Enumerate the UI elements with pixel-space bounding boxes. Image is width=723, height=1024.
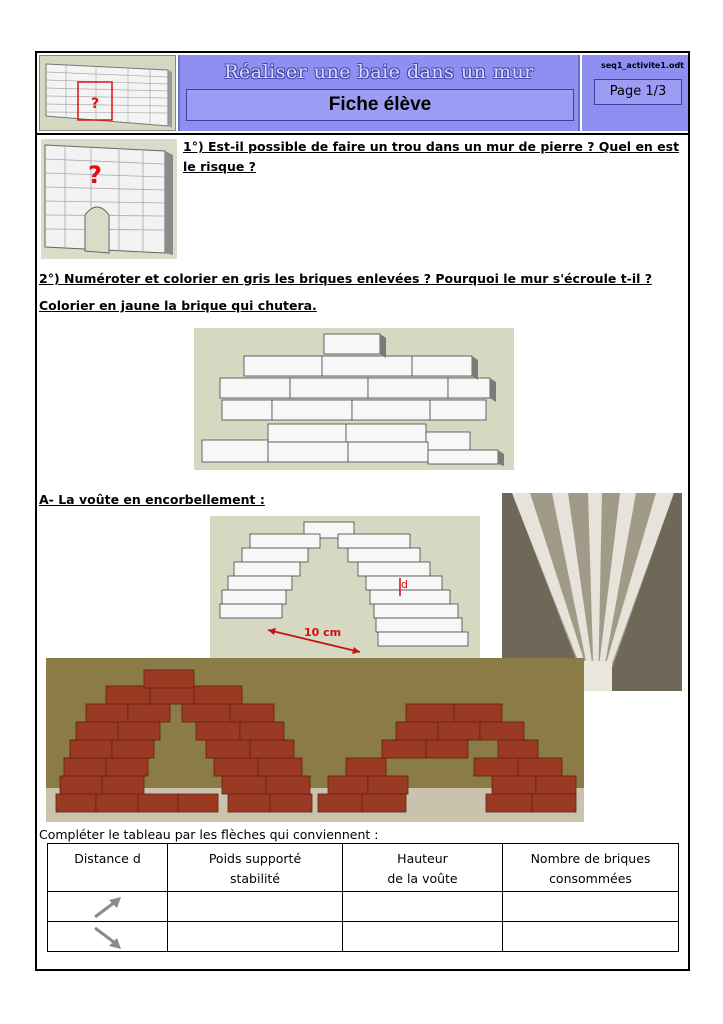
thumb-question-mark: ? xyxy=(90,96,100,112)
table-row xyxy=(48,892,679,922)
col-briques: Nombre de briques consommées xyxy=(503,844,679,892)
cell-input[interactable] xyxy=(503,922,679,952)
header-info-band xyxy=(582,55,688,131)
arrow-down-right-icon xyxy=(91,925,125,951)
cell-arrow-down xyxy=(48,922,168,952)
col-poids: Poids supporté stabilité xyxy=(168,844,343,892)
brick-arch-photo xyxy=(46,658,584,822)
corbel-arch-diagram xyxy=(210,516,480,668)
distance-10cm-label: 10 cm xyxy=(304,626,342,639)
table-instruction: Compléter le tableau par les flèches qui conviennent : xyxy=(39,827,379,842)
question-mark-icon: ? xyxy=(88,161,102,189)
col-hauteur: Hauteur de la voûte xyxy=(343,844,503,892)
question-1: 1°) Est-il possible de faire un trou dans un mur de pierre ? Quel en est le risque ? xyxy=(183,139,680,174)
arrow-up-right-icon xyxy=(91,895,125,921)
header-divider xyxy=(37,133,688,135)
question-2-line-2: Colorier en jaune la brique qui chutera. xyxy=(39,298,317,313)
cell-arrow-up xyxy=(48,892,168,922)
header-wall-thumbnail xyxy=(39,55,176,131)
wall-hole-image xyxy=(41,139,177,259)
subtitle-box xyxy=(186,89,574,121)
file-name: seq1_activite1.odt xyxy=(600,61,684,70)
cell-input[interactable] xyxy=(168,922,343,952)
header xyxy=(37,53,688,133)
cell-input[interactable] xyxy=(168,892,343,922)
worksheet-frame xyxy=(35,51,690,971)
distance-d-label: d xyxy=(401,578,408,591)
cell-input[interactable] xyxy=(503,892,679,922)
page-title: Réaliser une baie dans un mur xyxy=(224,61,534,83)
cell-input[interactable] xyxy=(343,892,503,922)
section-a-title: A- La voûte en encorbellement : xyxy=(39,492,265,507)
results-table xyxy=(47,843,679,952)
question-2-line-1: 2°) Numéroter et colorier en gris les briques enlevées ? Pourquoi le mur s'écroule t-il ? xyxy=(39,271,653,286)
page-subtitle: Fiche élève xyxy=(328,94,432,115)
page-number: Page 1/3 xyxy=(594,79,682,105)
table-row xyxy=(48,922,679,952)
header-title-band xyxy=(178,55,580,131)
cell-input[interactable] xyxy=(343,922,503,952)
col-distance: Distance d xyxy=(48,844,168,892)
collapsed-wall-figure xyxy=(194,328,514,470)
table-header-row xyxy=(48,844,679,892)
